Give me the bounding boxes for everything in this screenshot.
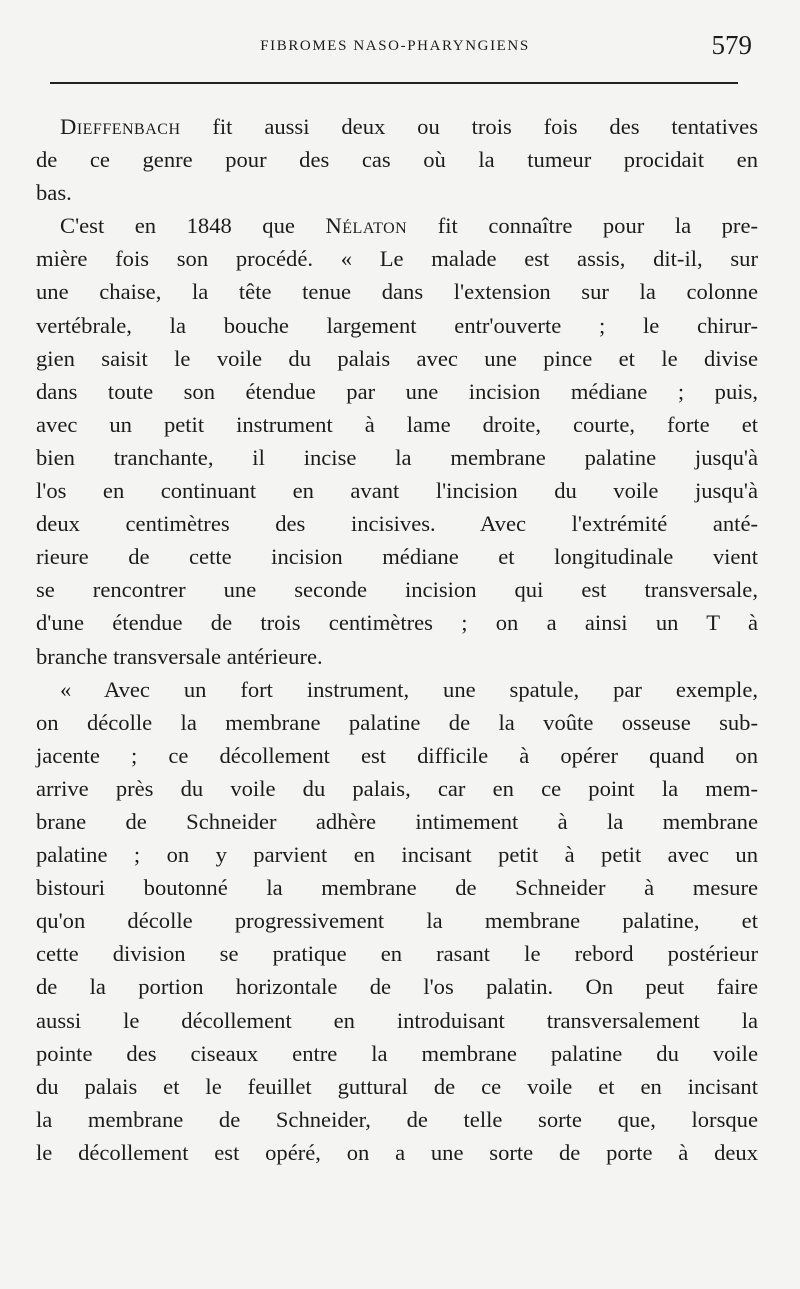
text-line: de la portion horizontale de l'os palatin. On peut faire [36,974,758,1000]
text-line: une chaise, la tête tenue dans l'extension sur la colonne [36,279,758,305]
text-span: fit aussi deux ou trois fois des tentatives [180,114,758,139]
text-line: palatine ; on y parvient en incisant petit à petit avec un [36,842,758,868]
running-head: FIBROMES NASO-PHARYNGIENS [260,38,530,54]
author-name: Nélaton [325,213,408,239]
text-line: on décolle la membrane palatine de la voûte osseuse sub- [36,709,758,735]
author-name: Dieffenbach [60,114,181,139]
text-line: mière fois son procédé. « Le malade est assis, dit-il, sur [36,246,758,272]
text-line: de ce genre pour des cas où la tumeur procidait en [36,147,758,173]
text-line: deux centimètres des incisives. Avec l'extrémité anté- [36,511,758,537]
text-line: rieure de cette incision médiane et longitudinale vient [36,544,758,570]
text-line: branche transversale antérieure. [36,643,323,669]
text-line: le décollement est opéré, on a une sorte de porte à deux [36,1139,758,1165]
text-line: se rencontrer une seconde incision qui est transversale, [36,577,758,603]
text-line: vertébrale, la bouche largement entr'ouverte ; le chirur- [36,312,758,338]
text-line: cette division se pratique en rasant le rebord postérieur [36,941,758,967]
page-number: 579 [711,30,752,60]
text-line: avec un petit instrument à lame droite, courte, forte et [36,411,758,437]
text-span: C'est en 1848 que [60,213,326,239]
text-line: arrive près du voile du palais, car en ce point la mem- [36,775,758,801]
text-line [36,110,758,143]
text-line: bien tranchante, il incise la membrane palatine jusqu'à [36,444,758,470]
body-text [36,110,758,1169]
text-line: bas. [36,180,72,206]
text-line: l'os en continuant en avant l'incision du voile jusqu'à [36,478,758,504]
text-line: aussi le décollement en introduisant transversalement la [36,1007,758,1033]
text-line: gien saisit le voile du palais avec une pince et le divise [36,345,758,371]
header-rule [50,82,738,84]
text-line: dans toute son étendue par une incision médiane ; puis, [36,378,758,404]
text-line: la membrane de Schneider, de telle sorte que, lorsque [36,1106,758,1132]
text-line [36,209,758,242]
page-header [36,30,754,70]
text-line: pointe des ciseaux entre la membrane palatine du voile [36,1040,758,1066]
text-line: du palais et le feuillet guttural de ce voile et en incisant [36,1073,758,1099]
text-span: fit connaître pour la pre- [407,213,759,239]
text-line: jacente ; ce décollement est difficile à opérer quand on [36,742,758,768]
text-line: qu'on décolle progressivement la membrane palatine, et [36,908,758,934]
text-line: d'une étendue de trois centimètres ; on a ainsi un T à [36,610,758,636]
text-line: « Avec un fort instrument, une spatule, par exemple, [60,676,758,702]
text-line: bistouri boutonné la membrane de Schneider à mesure [36,875,758,901]
text-line: brane de Schneider adhère intimement à la membrane [36,808,758,834]
